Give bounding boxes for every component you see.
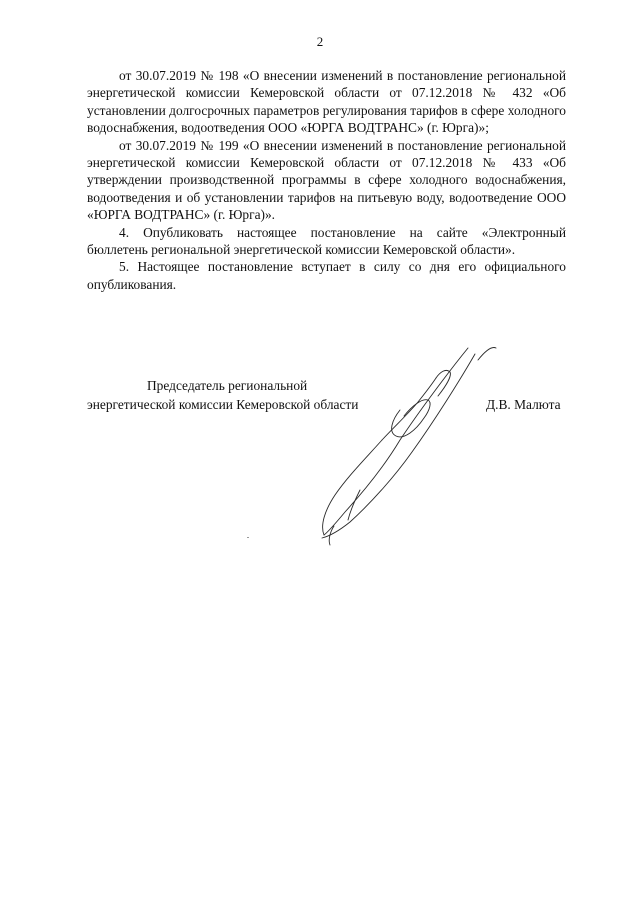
page-number: 2: [316, 34, 324, 49]
paragraph-effective-date: 5. Настоящее постановление вступает в силу со дня его официального опубликования.: [87, 259, 566, 292]
paragraph-publish: 4. Опубликовать настоящее постановление на сайте «Электронный бюллетень региональной энергетической комиссии Кемеровской области».: [87, 224, 566, 258]
paragraph-resolution-198: от 30.07.2019 № 198 «О внесении изменений в постановление региональной энергетической комиссии Кемеровской области от 07.12.2018 № 432 «Об установлении долгосрочных параметров регулирования тарифов в сфере холодного водоснабжения, водоотведения ООО «ЮРГА ВОДТРАНС» (г. Юрга)»;: [87, 68, 566, 136]
signatory-name: Д.В. Малюта: [486, 397, 561, 412]
handwritten-signature: [300, 340, 500, 550]
signatory-title-line2: энергетической комиссии Кемеровской области: [87, 397, 359, 412]
signatory-title-line1: Председатель региональной: [147, 378, 308, 393]
paragraph-resolution-199: от 30.07.2019 № 199 «О внесении изменений в постановление региональной энергетической комиссии Кемеровской области от 07.12.2018 № 433 «Об утверждении производственной программы в сфере холодного водоснабжения, водоотведения и об установлении тарифов на питьевую воду, водоотведение ООО «ЮРГА ВОДТРАНС» (г. Юрга)».: [87, 137, 566, 223]
document-body: [87, 67, 566, 293]
scan-speck: [247, 537, 249, 538]
